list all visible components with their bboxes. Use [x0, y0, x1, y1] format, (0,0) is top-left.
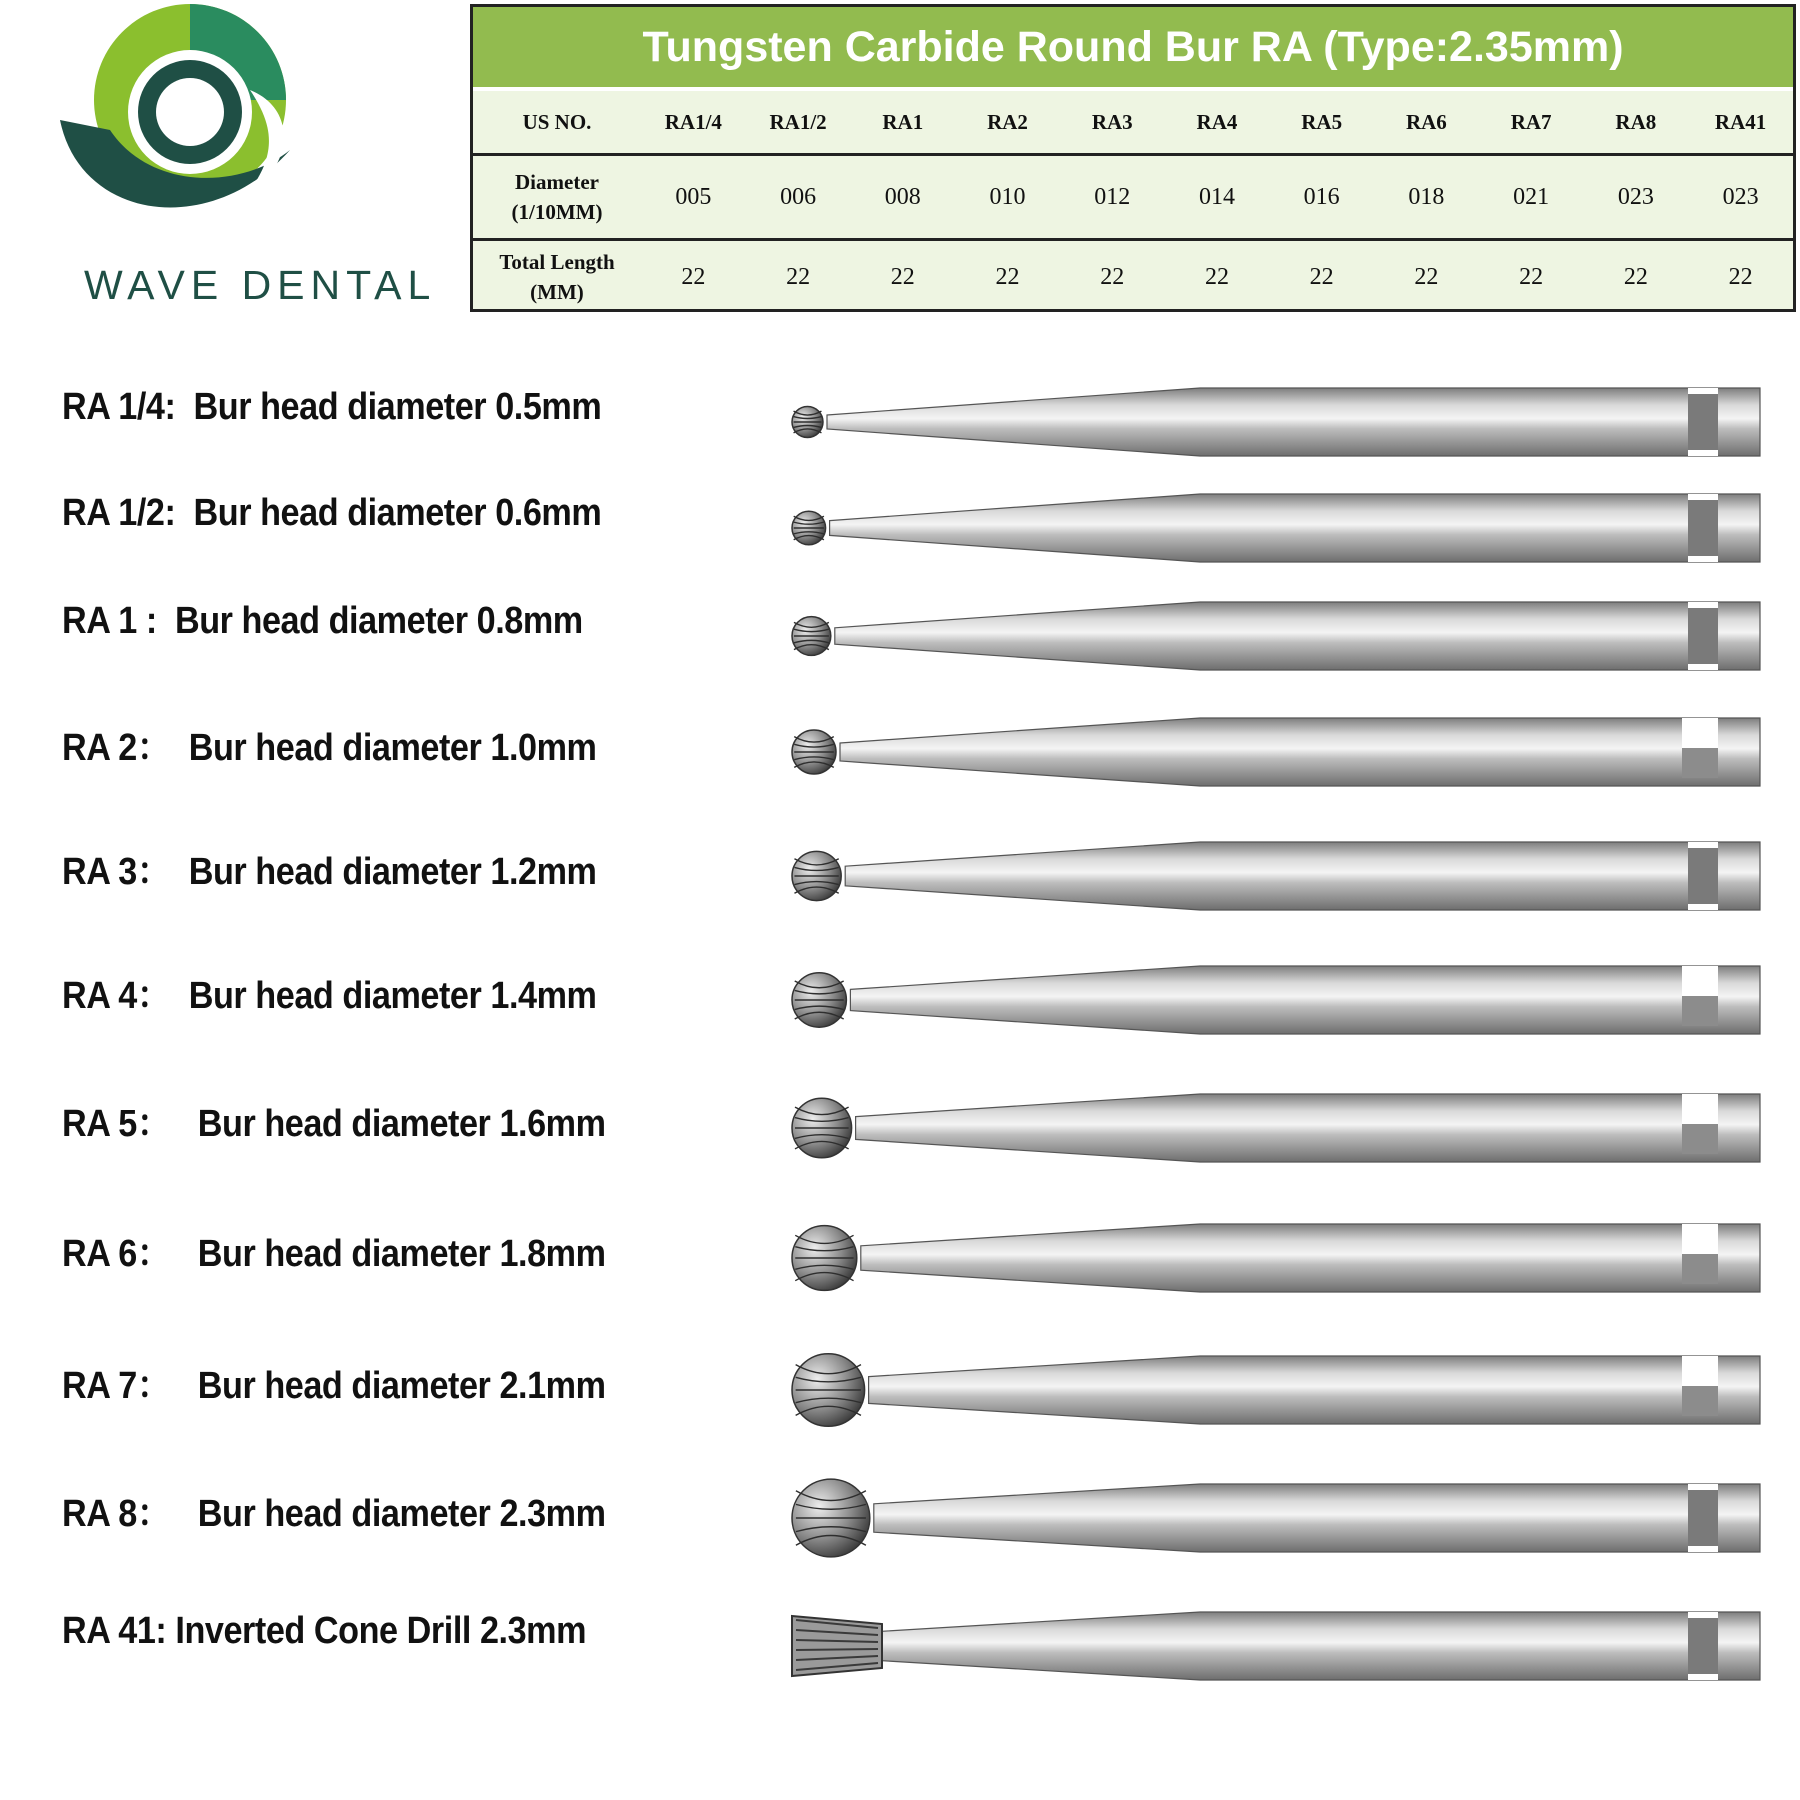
latch-notch: [1682, 1356, 1718, 1386]
latch-notch: [1682, 718, 1718, 748]
bur-shank: [835, 602, 1760, 670]
diameter-cell: 012: [1060, 155, 1165, 240]
bur-row: [0, 478, 1800, 578]
bur-image: [770, 1340, 1770, 1440]
bur-shank: [830, 494, 1760, 562]
bur-row: [0, 950, 1800, 1050]
diameter-row: [473, 155, 1793, 240]
spec-table-grid: [473, 91, 1793, 313]
bur-label: RA 5： Bur head diameter 1.6mm: [62, 1103, 606, 1145]
total-length-row: [473, 240, 1793, 314]
bur-row: [0, 702, 1800, 802]
bur-label: RA 1/4: Bur head diameter 0.5mm: [62, 386, 602, 428]
bur-row: [0, 1468, 1800, 1568]
us-no-cell: RA4: [1165, 91, 1270, 155]
us-no-cell: RA5: [1269, 91, 1374, 155]
bur-label: RA 2： Bur head diameter 1.0mm: [62, 727, 597, 769]
total-length-cell: 22: [890, 263, 915, 290]
us-no-cell: RA8: [1583, 91, 1688, 155]
shank-groove: [1688, 1490, 1718, 1546]
shank-groove: [1688, 394, 1718, 450]
bur-shank: [840, 718, 1760, 786]
shank-groove: [1688, 608, 1718, 664]
diameter-label-line2: (1/10MM): [511, 200, 603, 224]
latch-notch: [1682, 1224, 1718, 1254]
diameter-cell: 006: [746, 155, 851, 240]
bur-image: [770, 478, 1770, 578]
total-length-cell: 22: [1204, 263, 1229, 290]
diameter-label-line1: Diameter: [515, 169, 599, 194]
total-length-cell: 22: [1100, 263, 1125, 290]
total-length-label-line2: (MM): [530, 280, 584, 304]
bur-image: [770, 702, 1770, 802]
total-length-cell: 22: [681, 263, 706, 290]
bur-label: RA 1/2: Bur head diameter 0.6mm: [62, 492, 602, 534]
total-length-cell: 22: [995, 263, 1020, 290]
diameter-cell: 016: [1269, 155, 1374, 240]
bur-row: [0, 1340, 1800, 1440]
diameter-cell: 021: [1479, 155, 1584, 240]
bur-shank: [874, 1484, 1760, 1552]
diameter-label: [473, 155, 641, 240]
bur-image: [770, 372, 1770, 472]
wave-logo-icon: [40, 0, 420, 260]
total-length-cell: 22: [786, 263, 811, 290]
spec-table-title: Tungsten Carbide Round Bur RA (Type:2.35mm): [473, 7, 1793, 91]
latch-notch: [1682, 1094, 1718, 1124]
bur-label: RA 3： Bur head diameter 1.2mm: [62, 851, 597, 893]
total-length-cell: 22: [1414, 263, 1439, 290]
spec-table: [470, 4, 1796, 312]
total-length-label: [473, 240, 641, 314]
us-no-label: US NO.: [473, 91, 641, 155]
bur-shank: [869, 1356, 1760, 1424]
shank-groove: [1688, 500, 1718, 556]
bur-shank: [827, 388, 1760, 456]
us-no-cell: RA1/2: [746, 91, 851, 155]
total-length-cell: 22: [1623, 263, 1648, 290]
bur-label: RA 41: Inverted Cone Drill 2.3mm: [62, 1610, 587, 1652]
us-no-cell: RA6: [1374, 91, 1479, 155]
bur-label: RA 8： Bur head diameter 2.3mm: [62, 1493, 606, 1535]
diameter-cell: 018: [1374, 155, 1479, 240]
brand-name: WAVE DENTAL: [84, 262, 437, 308]
shank-groove: [1688, 848, 1718, 904]
bur-image: [770, 1596, 1770, 1696]
brand-logo: [40, 0, 437, 320]
bur-label: RA 4： Bur head diameter 1.4mm: [62, 975, 597, 1017]
total-length-cell: 22: [1309, 263, 1334, 290]
bur-row: [0, 372, 1800, 472]
total-length-label-line1: Total Length: [499, 249, 615, 274]
bur-row: [0, 826, 1800, 926]
bur-shank: [861, 1224, 1760, 1292]
us-no-cell: RA7: [1479, 91, 1584, 155]
us-no-row: [473, 91, 1793, 155]
shank-groove: [1688, 1618, 1718, 1674]
us-no-cell: RA3: [1060, 91, 1165, 155]
bur-row: [0, 586, 1800, 686]
diameter-cell: 010: [955, 155, 1060, 240]
diameter-cell: 005: [641, 155, 746, 240]
bur-row: [0, 1208, 1800, 1308]
total-length-cell: 22: [1728, 263, 1753, 290]
bur-image: [770, 1208, 1770, 1308]
diameter-cell: 023: [1688, 155, 1793, 240]
bur-shank: [845, 842, 1760, 910]
us-no-cell: RA2: [955, 91, 1060, 155]
bur-shank: [874, 1612, 1760, 1680]
bur-label: RA 6： Bur head diameter 1.8mm: [62, 1233, 606, 1275]
diameter-cell: 008: [850, 155, 955, 240]
us-no-cell: RA1/4: [641, 91, 746, 155]
bur-image: [770, 950, 1770, 1050]
us-no-cell: RA1: [850, 91, 955, 155]
diameter-cell: 014: [1165, 155, 1270, 240]
bur-row: [0, 1078, 1800, 1178]
total-length-cell: 22: [1519, 263, 1544, 290]
bur-image: [770, 586, 1770, 686]
bur-image: [770, 826, 1770, 926]
us-no-cell: RA41: [1688, 91, 1793, 155]
bur-image: [770, 1468, 1770, 1568]
latch-notch: [1682, 966, 1718, 996]
bur-row: [0, 1596, 1800, 1696]
diameter-cell: 023: [1583, 155, 1688, 240]
bur-label: RA 7： Bur head diameter 2.1mm: [62, 1365, 606, 1407]
bur-label: RA 1 : Bur head diameter 0.8mm: [62, 600, 583, 642]
bur-image: [770, 1078, 1770, 1178]
bur-shank: [850, 966, 1760, 1034]
bur-shank: [856, 1094, 1760, 1162]
